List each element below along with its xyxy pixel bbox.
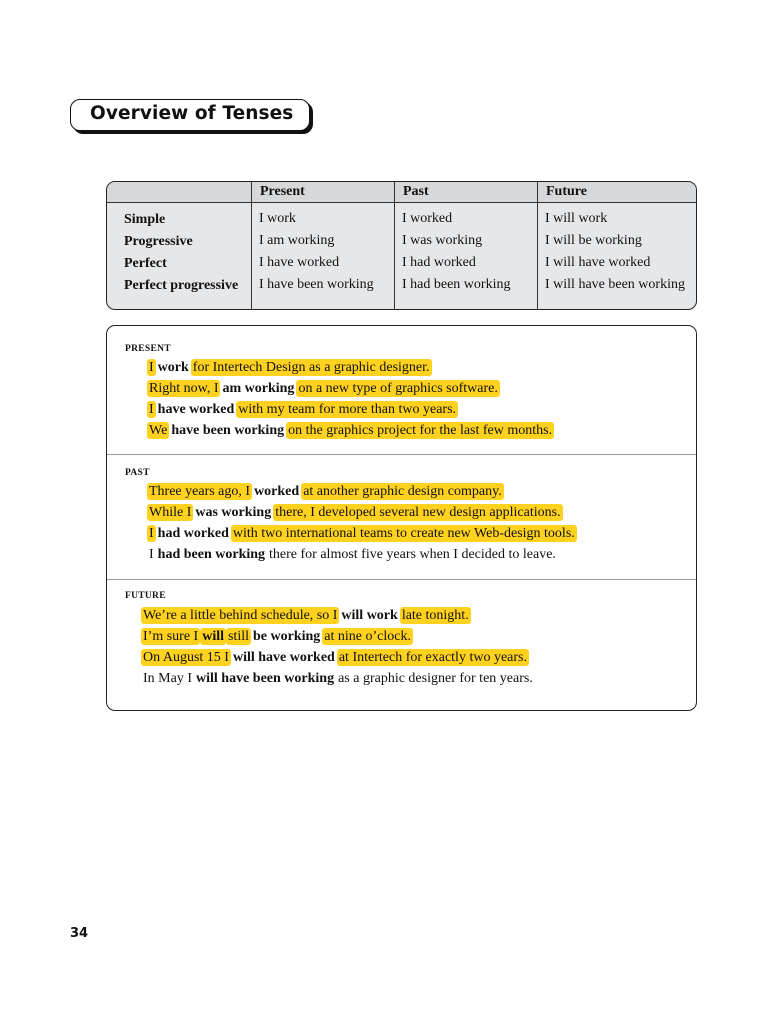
table-cell: I will have been working [545, 277, 685, 292]
tense-table [106, 181, 697, 310]
example-sentence [141, 649, 529, 667]
sentence-fragment: On August 15 I [143, 650, 229, 665]
row-label-perfect-progressive: Perfect progressive [124, 278, 239, 293]
table-header-row [107, 182, 696, 203]
verb-phrase: am working [222, 381, 295, 396]
sentence-fragment: there for almost five years when I decided to leave. [269, 547, 556, 562]
table-cell: I was working [402, 233, 483, 248]
verb-phrase: had worked [157, 526, 229, 541]
row-label-simple: Simple [124, 212, 166, 227]
verb-phrase: was working [195, 505, 272, 520]
verb-phrase: will work [341, 608, 398, 623]
table-cell: I will work [545, 211, 608, 226]
sentence-fragment: there, I developed several new design applications. [275, 505, 561, 520]
example-sentence [147, 546, 558, 564]
verb-phrase: will have worked [232, 650, 335, 665]
header-past: Past [403, 184, 429, 199]
section-divider [107, 579, 696, 580]
sentence-fragment: Right now, I [149, 381, 219, 396]
verb-phrase: be working [253, 629, 321, 644]
header-present: Present [260, 184, 305, 199]
column-divider [394, 182, 395, 309]
sentence-fragment: I [149, 360, 154, 375]
row-label-progressive: Progressive [124, 234, 193, 249]
examples-box [106, 325, 697, 711]
sentence-fragment: still [227, 629, 249, 644]
table-cell: I had been working [402, 277, 511, 292]
page-title: Overview of Tenses [90, 103, 294, 124]
row-label-perfect: Perfect [124, 256, 167, 271]
section-label-future: FUTURE [125, 591, 166, 601]
table-cell: I work [259, 211, 296, 226]
verb-phrase: worked [254, 484, 300, 499]
sentence-fragment: as a graphic designer for ten years. [338, 671, 533, 686]
verb-phrase: have been working [171, 423, 285, 438]
sentence-fragment: In May I [143, 671, 192, 686]
table-cell: I worked [402, 211, 453, 226]
section-divider [107, 454, 696, 455]
verb-phrase: will have been working [196, 671, 335, 686]
example-sentence [147, 504, 563, 522]
sentence-fragment: with my team for more than two years. [238, 402, 457, 417]
example-sentence [141, 670, 535, 688]
example-sentence [147, 380, 500, 398]
sentence-fragment: on a new type of graphics software. [298, 381, 498, 396]
sentence-fragment: I’m sure I [143, 629, 199, 644]
sentence-fragment: for Intertech Design as a graphic designer. [192, 360, 430, 375]
column-divider [251, 182, 252, 309]
sentence-fragment: on the graphics project for the last few months. [288, 423, 553, 438]
verb-phrase: had been working [157, 547, 266, 562]
example-sentence [147, 525, 577, 543]
table-cell: I have been working [259, 277, 374, 292]
example-sentence [147, 401, 458, 419]
table-cell: I am working [259, 233, 335, 248]
table-cell: I have worked [259, 255, 340, 270]
verb-phrase: work [157, 360, 189, 375]
table-cell: I will have worked [545, 255, 651, 270]
sentence-fragment: at another graphic design company. [303, 484, 502, 499]
sentence-fragment: I [149, 402, 154, 417]
sentence-fragment: with two international teams to create new Web-design tools. [232, 526, 575, 541]
example-sentence [147, 483, 504, 501]
verb-phrase: have worked [157, 402, 235, 417]
verb-phrase: will [202, 629, 224, 644]
section-label-past: PAST [125, 468, 150, 478]
section-label-present: PRESENT [125, 344, 171, 354]
page-number: 34 [70, 926, 89, 941]
column-divider [537, 182, 538, 309]
example-sentence [147, 422, 554, 440]
sentence-fragment: at nine o’clock. [324, 629, 411, 644]
sentence-fragment: late tonight. [401, 608, 469, 623]
table-cell: I had worked [402, 255, 476, 270]
sentence-fragment: While I [149, 505, 192, 520]
table-cell: I will be working [545, 233, 642, 248]
sentence-fragment: We’re a little behind schedule, so I [143, 608, 338, 623]
sentence-fragment: We [149, 423, 168, 438]
example-sentence [147, 359, 432, 377]
sentence-fragment: at Intertech for exactly two years. [338, 650, 527, 665]
title-box [70, 99, 310, 131]
header-future: Future [546, 184, 587, 199]
sentence-fragment: I [149, 547, 154, 562]
example-sentence [141, 607, 471, 625]
sentence-fragment: Three years ago, I [149, 484, 251, 499]
example-sentence [141, 628, 413, 646]
sentence-fragment: I [149, 526, 154, 541]
